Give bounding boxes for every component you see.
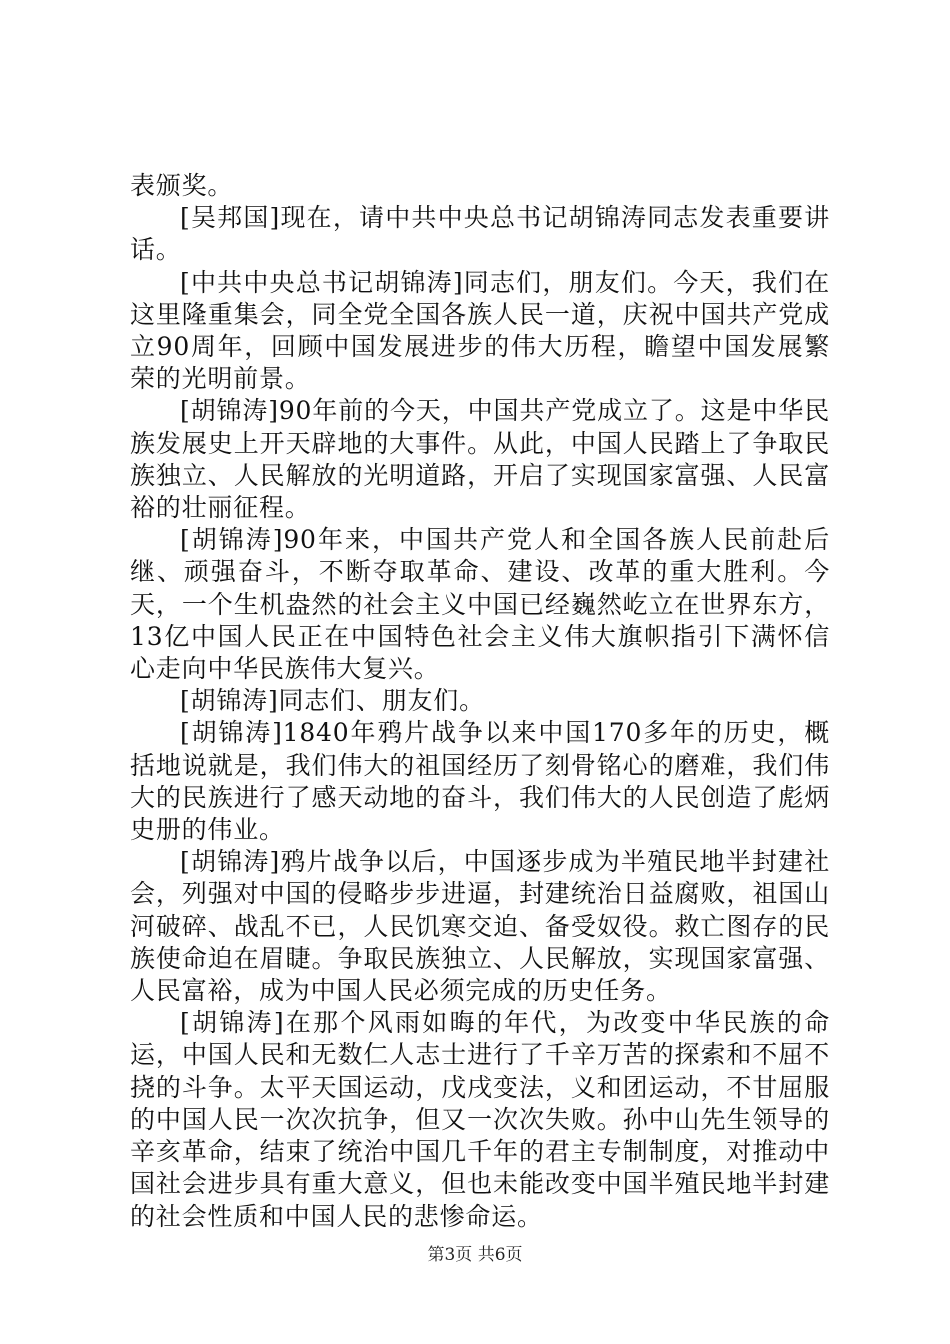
paragraph-wu-bangguo: [吴邦国]现在，请中共中央总书记胡锦涛同志发表重要讲话。: [130, 203, 830, 265]
paragraph-struggle: [胡锦涛]在那个风雨如晦的年代，为改变中华民族的命运，中国人民和无数仁人志士进行了千辛万苦的探索和不屈不挠的斗争。太平天国运动，戊戌变法，义和团运动，不甘屈服的中国人民一次次抗争，但又一次次失败。孙中山先生领导的辛亥革命，结束了统治中国几千年的君主专制制度，对推动中国社会进步具有重大意义，但也未能改变中国半殖民地半封建的社会性质和中国人民的悲惨命运。: [130, 1008, 830, 1231]
paragraph-ninety-years: [胡锦涛]90年来，中国共产党人和全国各族人民前赴后继、顽强奋斗，不断夺取革命、建设、改革的重大胜利。今天，一个生机盎然的社会主义中国已经巍然屹立在世界东方，13亿中国人民正在中国特色社会主义伟大旗帜指引下满怀信心走向中华民族伟大复兴。: [130, 525, 830, 684]
paragraph-opium-war: [胡锦涛]鸦片战争以后，中国逐步成为半殖民地半封建社会，列强对中国的侵略步步进逼，封建统治日益腐败，祖国山河破碎、战乱不已，人民饥寒交迫、备受奴役。救亡图存的民族使命迫在眉睫。争取民族独立、人民解放，实现国家富强、人民富裕，成为中国人民必须完成的历史任务。: [130, 847, 830, 1006]
document-body: [130, 170, 830, 1233]
paragraph-greeting: [胡锦涛]同志们、朋友们。: [180, 686, 485, 716]
paragraph-continuation: 表颁奖。: [130, 171, 234, 200]
paragraph-opening-remarks: [中共中央总书记胡锦涛]同志们，朋友们。今天，我们在这里隆重集会，同全党全国各族人民一道，庆祝中国共产党成立90周年，回顾中国发展进步的伟大历程，瞻望中国发展繁荣的光明前景。: [130, 267, 830, 394]
paragraph-founding: [胡锦涛]90年前的今天，中国共产党成立了。这是中华民族发展史上开天辟地的大事件。从此，中国人民踏上了争取民族独立、人民解放的光明道路，开启了实现国家富强、人民富裕的壮丽征程。: [130, 396, 830, 523]
paragraph-history-1840: [胡锦涛]1840年鸦片战争以来中国170多年的历史，概括地说就是，我们伟大的祖国经历了刻骨铭心的磨难，我们伟大的民族进行了感天动地的奋斗，我们伟大的人民创造了彪炳史册的伟业。: [130, 718, 830, 845]
page-number-footer: 第3页 共6页: [427, 1245, 523, 1265]
